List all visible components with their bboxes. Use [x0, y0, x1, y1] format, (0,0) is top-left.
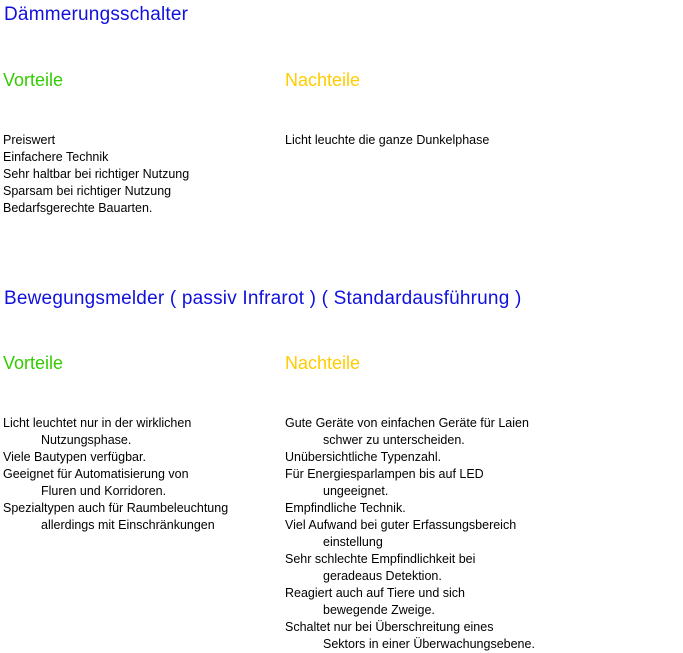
list-item-text: Sehr haltbar bei richtiger Nutzung: [3, 167, 190, 181]
list-item-text: Sparsam bei richtiger Nutzung: [3, 184, 172, 198]
list-item-text: Preiswert: [3, 133, 56, 147]
list-item-text: Für Energiesparlampen bis auf LED: [285, 467, 484, 481]
list-item-continuation: Fluren und Korridoren.: [41, 484, 167, 498]
list-item-text: Gute Geräte von einfachen Geräte für Laien: [285, 416, 529, 430]
column-heading-pros-1: Vorteile: [3, 70, 64, 90]
list-item-continuation: Nutzungsphase.: [41, 433, 132, 447]
list-item-continuation: Sektors in einer Überwachungsebene.: [323, 637, 535, 651]
list-item: [3, 449, 273, 466]
list-item-text: Einfachere Technik: [3, 150, 109, 164]
list-item-continuation: schwer zu unterscheiden.: [323, 433, 465, 447]
list-item-text: Empfindliche Technik.: [285, 501, 406, 515]
list-item-continuation: allerdings mit Einschränkungen: [41, 518, 215, 532]
list-item: [285, 517, 615, 551]
pros-list-1: [3, 132, 273, 217]
list-item-text: Sehr schlechte Empfindlichkeit bei: [285, 552, 476, 566]
list-item: [3, 200, 273, 217]
list-item-text: Reagiert auch auf Tiere und sich: [285, 586, 465, 600]
list-item: [3, 466, 273, 500]
list-item: [285, 466, 615, 500]
list-item-text: Viele Bautypen verfügbar.: [3, 450, 146, 464]
column-heading-pros-2: Vorteile: [3, 353, 64, 373]
cons-list-2: [285, 415, 615, 653]
list-item: [285, 132, 575, 149]
pros-list-2: [3, 415, 273, 534]
list-item: [3, 166, 273, 183]
list-item: [285, 551, 615, 585]
list-item: [285, 449, 615, 466]
list-item-text: Unübersichtliche Typenzahl.: [285, 450, 442, 464]
list-item-continuation: bewegende Zweige.: [323, 603, 435, 617]
list-item-continuation: einstellung: [323, 535, 383, 549]
list-item: [3, 500, 273, 534]
list-item-text: Geeignet für Automatisierung von: [3, 467, 189, 481]
column-heading-cons-2: Nachteile: [285, 353, 361, 373]
list-item: [285, 619, 615, 653]
list-item-text: Schaltet nur bei Überschreitung eines: [285, 620, 494, 634]
list-item: [3, 149, 273, 166]
list-item: [285, 585, 615, 619]
list-item-continuation: ungeeignet.: [323, 484, 389, 498]
list-item-continuation: geradeaus Detektion.: [323, 569, 442, 583]
list-item: [3, 132, 273, 149]
section-title-daemmerungsschalter: Dämmerungsschalter: [4, 4, 189, 25]
column-heading-cons-1: Nachteile: [285, 70, 361, 90]
list-item-text: Licht leuchte die ganze Dunkelphase: [285, 133, 490, 147]
list-item-text: Viel Aufwand bei guter Erfassungsbereich: [285, 518, 517, 532]
list-item: [3, 183, 273, 200]
list-item-text: Bedarfsgerechte Bauarten.: [3, 201, 153, 215]
cons-list-1: [285, 132, 575, 149]
list-item: [285, 500, 615, 517]
list-item: [3, 415, 273, 449]
list-item-text: Spezialtypen auch für Raumbeleuchtung: [3, 501, 229, 515]
list-item: [285, 415, 615, 449]
section-title-bewegungsmelder: Bewegungsmelder ( passiv Infrarot ) ( Standardausführung ): [4, 288, 522, 309]
list-item-text: Licht leuchtet nur in der wirklichen: [3, 416, 192, 430]
